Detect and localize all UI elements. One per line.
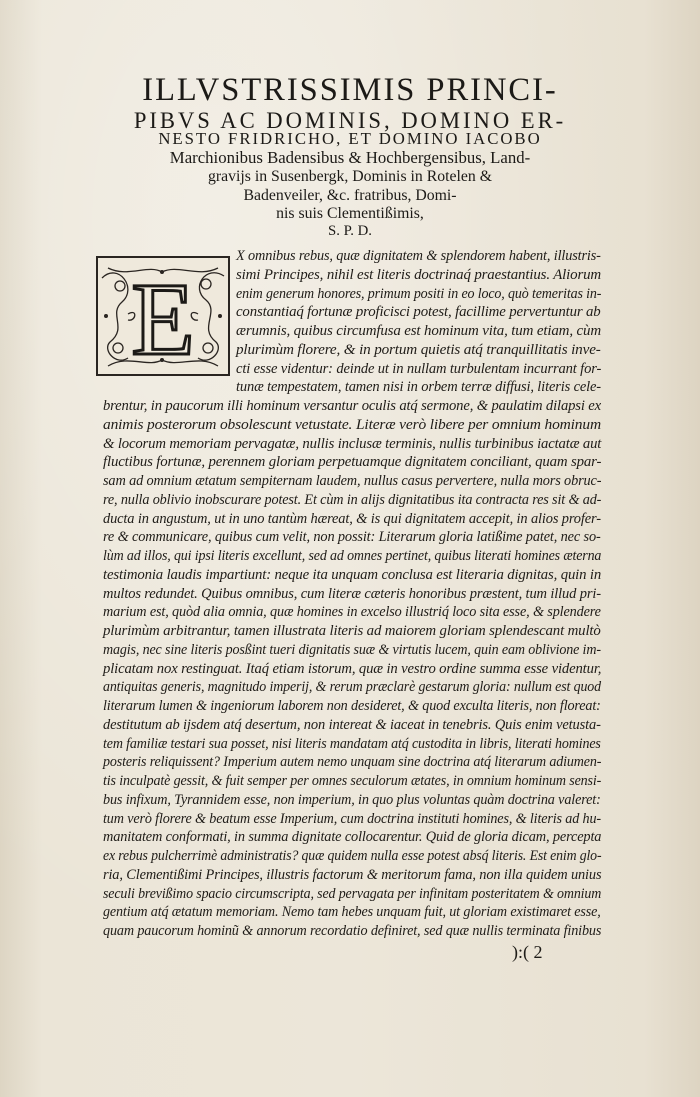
heading-line-7: nis suis Clementißimis, bbox=[276, 205, 424, 222]
text-line: manitatem conformati, in summa dignitate collocarentur. Quid de gloria dicam, percepta bbox=[103, 829, 602, 846]
text-line: simi Principes, nihil est literis doctrinaq́ praestantius. Aliorum bbox=[236, 266, 602, 283]
heading-line-4: Marchionibus Badensibus & Hochbergensibus, Land- bbox=[169, 148, 531, 167]
text-line: & locorum memoriam pervagatæ, nullis inclusæ terminis, nullis turbinibus iactatæ aut bbox=[103, 435, 602, 452]
text-line: testimonia laudis impartiunt: neque ita unquam conclusa est literaria dignitas, quin in bbox=[103, 566, 602, 583]
text-line: plurimùm florere, & in portum quietis atq́ tranquillitatis inve- bbox=[236, 341, 601, 358]
text-line: tem familiæ testari sua posset, nisi literis mandatam atq́ custodita in libris, literati homines bbox=[103, 735, 601, 752]
text-line: ria, Clementißimi Principes, illustris factorum & meritorum fama, non illa quidem unius bbox=[103, 866, 602, 883]
text-line: tunæ tempestatem, tamen nisi in orbem terræ diffusi, literis cele- bbox=[236, 379, 601, 396]
text-line: magis, nec sine literis posßint tueri dignitatis suæ & virtutis lucem, quin eam oblivione im- bbox=[103, 641, 601, 658]
heading-line-3: NESTO FRIDRICHO, ET DOMINO IACOBO bbox=[158, 129, 542, 148]
text-line: ærumnis, quibus circumfusa est hominum vita, tum etiam, cùm bbox=[236, 323, 601, 339]
text-line: re & communicare, quibus cum velit, non possit: Literarum gloria latißime patet, nec so- bbox=[103, 529, 601, 546]
text-line: re, nulla oblivio inobscurare potest. Et cùm in alijs dignitatibus ita contracta res sit & ad- bbox=[103, 491, 602, 508]
text-line: X omnibus rebus, quæ dignitatem & splendorem habent, illustris- bbox=[236, 248, 601, 264]
text-line: destitutum ab ijsdem atq́ desertum, non intereat & iaceat in tenebris. Quis enim vetusta- bbox=[103, 716, 601, 733]
text-line: plurimùm arbitrantur, tamen illustrata literis ad maiorem gloriam splendescant multò bbox=[103, 623, 601, 639]
text-line: animis posterorum obsolescunt vetustate. Literæ verò libere per omnium hominum bbox=[103, 416, 601, 433]
text-line: plicatam nox restinguat. Itaq́ etiam istorum, quæ in vestro ordine summa esse videntur, bbox=[103, 660, 602, 677]
text-line: cti esse videntur: deinde ut in nullam turbulentam incurrant for- bbox=[236, 360, 602, 377]
text-line: posteris reliquissent? Imperium autem nemo unquam sine doctrina atq́ literarum adiumen- bbox=[103, 754, 602, 771]
heading-line-1: ILLVSTRISSIMIS PRINCI- bbox=[142, 72, 558, 108]
text-line: multos redundet. Quibus omnibus, cum literæ cæteris honoribus præstent, tum illud pri- bbox=[103, 585, 601, 602]
floral-ornament-icon bbox=[98, 258, 228, 374]
text-line: tis inculpatè gessit, & fuit semper per omnes seculorum ætates, in omnium hominum sensi- bbox=[103, 773, 602, 789]
text-line: antiquitas generis, magnitudo imperij, & rerum præclarè gestarum gloria: nullum est quod bbox=[103, 679, 601, 696]
text-line: bus infixum, Tyrannidem esse, non imperium, in quo plus voluntas quàm doctrina valeret: bbox=[103, 791, 601, 808]
heading-line-2: PIBVS AC DOMINIS, DOMINO ER- bbox=[133, 108, 567, 133]
text-line: gentium atq́ ætatum memoriam. Nemo tam hebes unquam fuit, ut gloriam existimaret esse, bbox=[103, 904, 601, 921]
text-line: sam ad omnium ætatum sempiternam laudem, nullus casus pervertere, nulla mors obruc- bbox=[103, 473, 602, 489]
text-line: marium est, quòd alia omnia, quæ homines in excelso illustriq́ loco sita esse, & splendere bbox=[103, 604, 601, 621]
text-line: ex rebus pulcherrimè administratis? quæ quidem nulla esse potest absq́ literis. Est enim glo- bbox=[103, 848, 602, 864]
heading-line-5: gravijs in Susenbergk, Dominis in Rotelen & bbox=[207, 168, 493, 185]
text-line: constantiaq́ fortunæ proficisci potest, facillime pervertuntur ab bbox=[236, 304, 601, 321]
text-line: quam paucorum hominũ & annorum recordatio definiret, sed quæ nullis terminata finibus bbox=[103, 923, 602, 939]
text-line: enim generum honores, primum positi in eo loco, quò temeritas in- bbox=[236, 285, 602, 302]
signature-mark: ):( 2 bbox=[512, 942, 543, 962]
text-line: ducta in angustum, ut in uno tantùm hæreat, & is qui dignitatem accepit, in alios profer- bbox=[103, 510, 601, 527]
text-line: brentur, in paucorum illi hominum versantur oculis atq́ sermone, & paulatim dilapsi ex bbox=[103, 398, 602, 414]
text-line: fluctibus fortunæ, perennem gloriam perpetuamque dignitatem conciliant, quam spar- bbox=[103, 454, 602, 471]
decorated-initial-letter bbox=[96, 256, 230, 376]
text-line: literarum lumen & ingeniorum laborem non desideret, & quod exculta literis, non floreat: bbox=[103, 698, 601, 714]
initial-letter-glyph: E bbox=[131, 262, 195, 374]
text-line: lùm ad illos, qui ipsi literis excellunt, sed ad omnes pertinet, quibus literati homines æterna bbox=[103, 548, 602, 564]
text-line: seculi brevißimo spacio circumscripta, sed pervagata per infinitam posteritatem & omnium bbox=[103, 885, 602, 902]
text-line: tum verò florere & beatum esse Imperium, cum doctrina instituti homines, & literis ad hu- bbox=[103, 810, 601, 827]
heading-line-6: Badenveiler, &c. fratribus, Domi- bbox=[243, 187, 457, 204]
heading-line-8: S. P. D. bbox=[328, 223, 372, 239]
